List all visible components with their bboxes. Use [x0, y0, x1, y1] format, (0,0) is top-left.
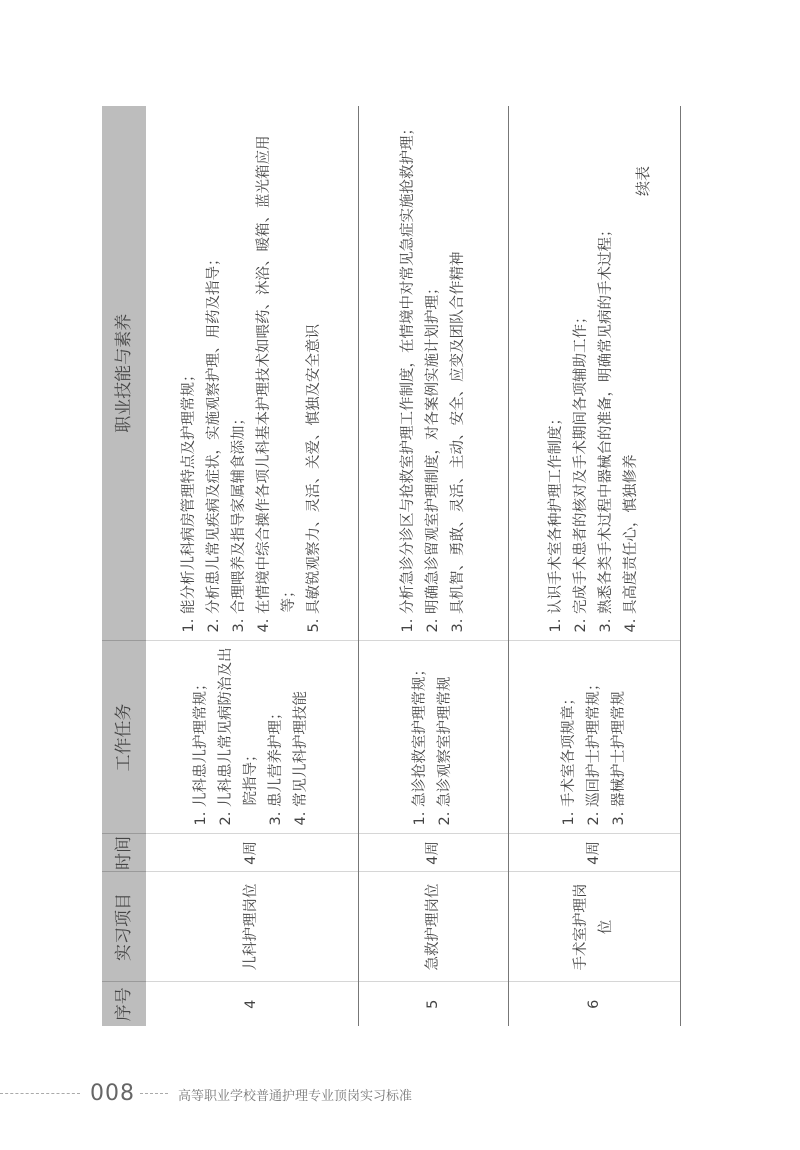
skill-item: 1. 分析急诊分诊区与抢救室护理工作制度，在情境中对常见急症实施抢救护理； — [399, 121, 416, 633]
cell-skills — [146, 106, 358, 641]
task-item: 4. 常见儿科护理技能 — [293, 691, 310, 826]
header-project: 实习项目 — [102, 872, 146, 982]
task-item: 2. 急诊观察室护理常规 — [437, 676, 453, 826]
cell-tasks — [358, 641, 508, 834]
cell-tasks — [146, 641, 358, 834]
table-row — [508, 106, 680, 1026]
skill-item: 3. 合理喂养及指导家属辅食添加； — [230, 411, 247, 633]
task-item: 2. 巡回护士护理常规； — [585, 676, 602, 826]
continued-label: 续表 — [634, 165, 652, 196]
cell-project: 儿科护理岗位 — [146, 872, 358, 982]
skill-item: 3. 熟悉各类手术过程中器械台的准备，明确常见病的手术过程； — [598, 222, 614, 633]
task-item: 1. 儿科患儿护理常规； — [193, 676, 210, 826]
table-row — [146, 106, 358, 1026]
skill-item: 2. 分析患儿常见疾病及症状，实施观察护理、用药及指导； — [205, 251, 222, 633]
skill-item: 2. 明确急诊留观室护理制度，对各案例实施计划护理； — [424, 280, 441, 633]
cell-time: 4周 — [146, 834, 358, 872]
task-item: 1. 急诊抢救室护理常规； — [412, 662, 428, 826]
cell-no: 6 — [508, 982, 680, 1026]
cell-tasks — [508, 641, 680, 834]
skill-item: 4. 具高度责任心，慎独修养 — [623, 454, 639, 633]
header-no: 序号 — [102, 982, 146, 1026]
internship-table — [102, 106, 681, 1026]
task-item: 1. 手术室各项规章； — [560, 691, 577, 826]
skill-item: 3. 具机智、勇敢、灵活、主动、安全、应变及团队合作精神 — [449, 251, 466, 633]
task-item: 3. 器械护士护理常规 — [610, 691, 627, 826]
cell-project: 急救护理岗位 — [358, 872, 508, 982]
header-tasks: 工作任务 — [102, 641, 146, 834]
page-footer — [0, 1081, 800, 1105]
footer-dash-right — [140, 1093, 168, 1094]
skill-item: 4. 在情境中综合操作各项儿科基本护理技术如喂药、沐浴、暖箱、蓝光箱应用等； — [255, 135, 297, 633]
cell-project: 手术室护理岗位 — [508, 872, 680, 982]
cell-skills — [508, 106, 680, 641]
skill-item: 2. 完成手术患者的核对及手术期间各项辅助工作； — [573, 309, 589, 633]
skill-item: 5. 具敏锐观察力、灵活、关爱、慎独及安全意识 — [305, 324, 322, 633]
cell-no: 5 — [358, 982, 508, 1026]
header-time: 时间 — [102, 834, 146, 872]
rotated-table-area — [102, 106, 682, 1026]
task-item: 3. 患儿营养护理； — [268, 705, 285, 826]
table-header-row — [102, 106, 146, 1026]
cell-time: 4周 — [508, 834, 680, 872]
skill-item: 1. 认识手术室各种护理工作制度； — [548, 411, 564, 633]
skill-item: 1. 能分析儿科病房管理特点及护理常规； — [180, 367, 197, 633]
table-row — [358, 106, 508, 1026]
book-title: 高等职业学校普通护理专业顶岗实习标准 — [178, 1089, 413, 1104]
cell-no: 4 — [146, 982, 358, 1026]
cell-time: 4周 — [358, 834, 508, 872]
page-number: 008 — [90, 1081, 135, 1106]
task-item: 2. 儿科患儿常见病防治及出院指导； — [218, 647, 260, 826]
cell-skills — [358, 106, 508, 641]
footer-dash-left — [0, 1093, 80, 1094]
header-skills: 职业技能与素养 — [102, 106, 146, 641]
